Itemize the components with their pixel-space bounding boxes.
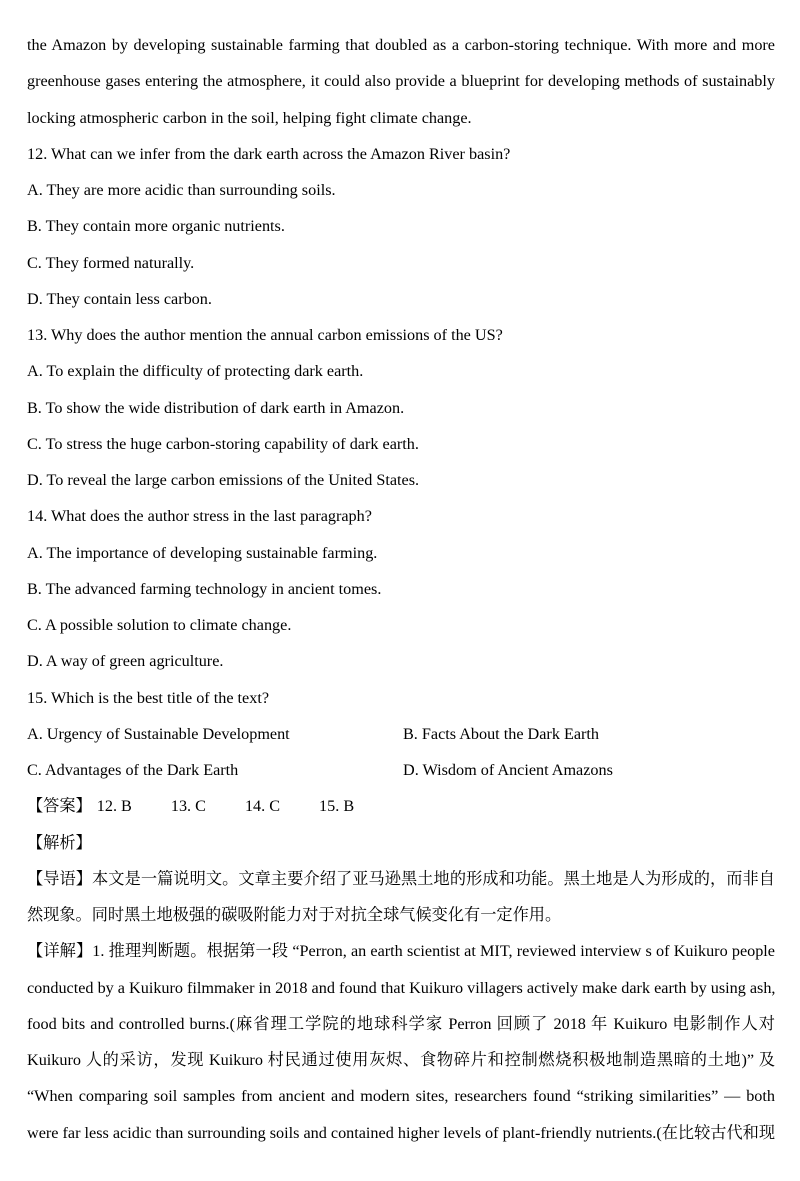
- detail-line-2: conducted by a Kuikuro filmmaker in 2018 and found that Kuikuro villagers actively make dark earth by using ash,: [27, 978, 775, 997]
- passage-line-1: the Amazon by developing sustainable farming that doubled as a carbon-storing technique. With more and more: [27, 36, 775, 54]
- intro-line-1: 【导语】本文是一篇说明文。文章主要介绍了亚马逊黑土地的形成和功能。黑土地是人为形成的，而非自: [27, 869, 775, 888]
- detail-line-3: food bits and controlled burns.(麻省理工学院的地球科学家 Perron 回顾了 2018 年 Kuikuro 电影制作人对: [27, 1014, 775, 1033]
- question-15-option-d: D. Wisdom of Ancient Amazons: [403, 761, 613, 779]
- detail-line-5: “When comparing soil samples from ancient and modern sites, researchers found “striking similarities” — both: [27, 1087, 775, 1106]
- question-15-text: 15. Which is the best title of the text?: [27, 688, 270, 707]
- answer-label: 【答案】: [27, 797, 92, 816]
- answer-item-15: 15. B: [319, 797, 355, 816]
- detail-line-6: were far less acidic than surrounding soils and contained higher levels of plant-friendly nutrients.(在比较古代和现: [27, 1123, 775, 1142]
- answer-item-12: 12. B: [96, 797, 132, 816]
- question-13-option-d: D. To reveal the large carbon emissions of the United States.: [27, 471, 420, 489]
- document-content: [27, 27, 775, 1151]
- question-12-option-a: A. They are more acidic than surrounding soils.: [27, 181, 336, 199]
- question-14-option-d: D. A way of green agriculture.: [27, 652, 224, 671]
- question-13-option-c: C. To stress the huge carbon-storing capability of dark earth.: [27, 434, 419, 453]
- passage-line-3: locking atmospheric carbon in the soil, helping fight climate change.: [27, 108, 472, 127]
- question-15-row-1: [27, 716, 775, 752]
- question-13-option-b: B. To show the wide distribution of dark earth in Amazon.: [27, 398, 405, 417]
- intro-line-2: 然现象。同时黑土地极强的碳吸附能力对于对抗全球气候变化有一定作用。: [27, 906, 562, 924]
- question-12-option-c: C. They formed naturally.: [27, 253, 195, 272]
- question-12-option-d: D. They contain less carbon.: [27, 289, 212, 308]
- passage-line-2: greenhouse gases entering the atmosphere, it could also provide a blueprint for developing methods of sustainably: [27, 72, 775, 91]
- question-14-text: 14. What does the author stress in the last paragraph?: [27, 507, 372, 526]
- question-14-option-c: C. A possible solution to climate change.: [27, 616, 292, 634]
- detail-line-4: Kuikuro 人的采访，发现 Kuikuro 村民通过使用灰烬、食物碎片和控制燃烧积极地制造黑暗的土地)” 及: [27, 1051, 775, 1069]
- question-12-option-b: B. They contain more organic nutrients.: [27, 217, 285, 236]
- question-15-option-c: C. Advantages of the Dark Earth: [27, 761, 239, 779]
- answer-item-13: 13. C: [170, 797, 206, 816]
- question-15-option-b: B. Facts About the Dark Earth: [403, 724, 600, 743]
- detail-line-1: 【详解】1. 推理判断题。根据第一段 “Perron, an earth scientist at MIT, reviewed interview s of Kuikuro people: [27, 942, 775, 961]
- answer-line: [27, 788, 775, 824]
- question-13-text: 13. Why does the author mention the annual carbon emissions of the US?: [27, 326, 503, 344]
- question-12-text: 12. What can we infer from the dark earth across the Amazon River basin?: [27, 144, 511, 163]
- question-14-option-b: B. The advanced farming technology in ancient tomes.: [27, 579, 382, 598]
- question-13-option-a: A. To explain the difficulty of protecting dark earth.: [27, 362, 364, 381]
- question-15-row-2: [27, 752, 775, 788]
- analysis-label: 【解析】: [27, 833, 92, 852]
- question-15-option-a: A. Urgency of Sustainable Development: [27, 724, 290, 743]
- answer-item-14: 14. C: [244, 797, 281, 816]
- question-14-option-a: A. The importance of developing sustainable farming.: [27, 543, 378, 562]
